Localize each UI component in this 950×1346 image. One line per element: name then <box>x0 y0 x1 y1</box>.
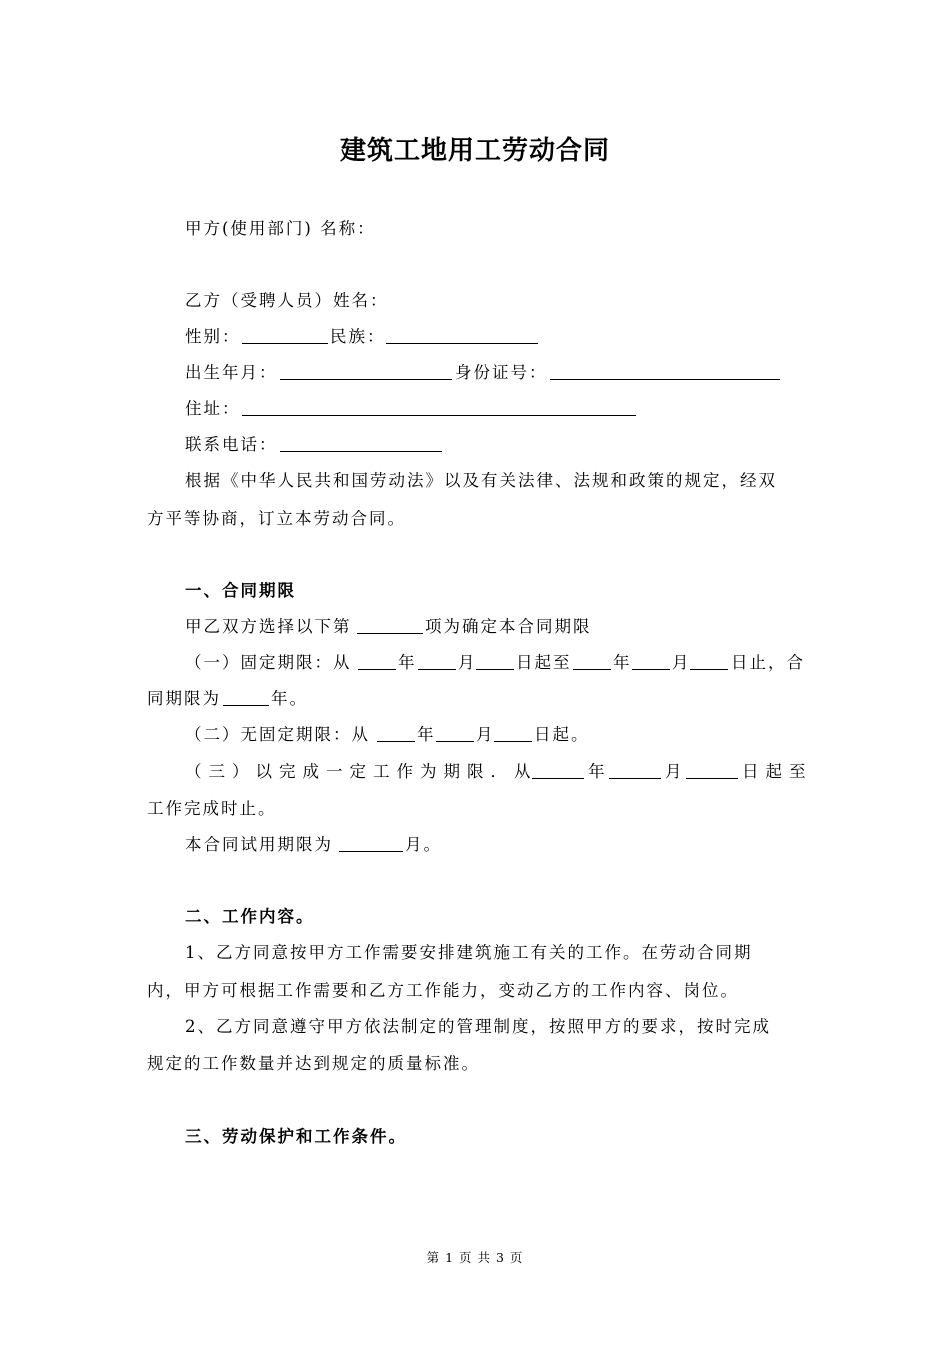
fixed-duration-suffix: 年。 <box>271 689 308 708</box>
task-day-label: 日起至 <box>742 762 813 781</box>
term-option-blank[interactable] <box>357 616 423 634</box>
fixed-term-label: （一）固定期限：从 <box>185 653 352 672</box>
fixed-month2-label: 月 <box>672 653 691 672</box>
choose-term-prefix: 甲乙双方选择以下第 <box>185 617 352 636</box>
document-title: 建筑工地用工劳动合同 <box>339 136 610 166</box>
task-term-end: 工作完成时止。 <box>147 799 277 818</box>
party-a-label: 甲方(使用部门) 名称： <box>185 219 376 238</box>
task-term-label: （三）以完成一定工作为期限．从 <box>185 762 538 781</box>
id-blank[interactable] <box>550 362 780 380</box>
section-3-heading-text: 三、劳动保护和工作条件。 <box>185 1127 407 1146</box>
task-year-blank[interactable] <box>532 761 584 779</box>
fixed-end-month-blank[interactable] <box>632 652 670 670</box>
open-term-label: （二）无固定期限：从 <box>185 725 370 744</box>
gender-label: 性别： <box>185 327 241 346</box>
open-day-label: 日起。 <box>534 725 590 744</box>
probation-suffix: 月。 <box>405 835 442 854</box>
address-blank[interactable] <box>242 398 636 416</box>
preamble-text-1: 根据《中华人民共和国劳动法》以及有关法律、法规和政策的规定，经双 <box>185 471 777 490</box>
section-2-heading-text: 二、工作内容。 <box>185 907 315 926</box>
s2-p1-text-1: 1、乙方同意按甲方工作需要安排建筑施工有关的工作。在劳动合同期 <box>185 943 753 962</box>
birth-label: 出生年月： <box>185 363 278 382</box>
s2-p1-text-2: 内，甲方可根据工作需要和乙方工作能力，变动乙方的工作内容、岗位。 <box>147 981 739 1000</box>
open-year-label: 年 <box>417 725 436 744</box>
fixed-start-year-blank[interactable] <box>358 652 396 670</box>
fixed-end-year-blank[interactable] <box>573 652 611 670</box>
preamble-text-2: 方平等协商，订立本劳动合同。 <box>147 509 406 528</box>
s2-p2-text-2: 规定的工作数量并达到规定的质量标准。 <box>147 1054 480 1073</box>
probation-blank[interactable] <box>339 834 403 852</box>
fixed-duration-blank[interactable] <box>223 688 269 706</box>
page-footer: 第 1 页 共 3 页 <box>426 1250 524 1265</box>
phone-blank[interactable] <box>280 434 442 452</box>
fixed-day-to-label: 日起至 <box>516 653 572 672</box>
fixed-year-label: 年 <box>398 653 417 672</box>
open-day-blank[interactable] <box>494 724 532 742</box>
task-month-blank[interactable] <box>609 761 661 779</box>
s2-p2-text-1: 2、乙方同意遵守甲方依法制定的管理制度，按照甲方的要求，按时完成 <box>185 1017 771 1036</box>
id-label: 身份证号： <box>455 363 548 382</box>
probation-label: 本合同试用期限为 <box>185 835 333 854</box>
party-b-label: 乙方（受聘人员）姓名： <box>185 291 389 310</box>
fixed-start-day-blank[interactable] <box>476 652 514 670</box>
address-label: 住址： <box>185 399 241 418</box>
gender-blank[interactable] <box>242 326 328 344</box>
fixed-end-day-blank[interactable] <box>690 652 728 670</box>
fixed-duration-label: 同期限为 <box>147 689 221 708</box>
ethnicity-label: 民族： <box>330 327 386 346</box>
task-day-blank[interactable] <box>686 761 738 779</box>
fixed-start-month-blank[interactable] <box>418 652 456 670</box>
open-month-blank[interactable] <box>436 724 474 742</box>
fixed-year2-label: 年 <box>613 653 632 672</box>
fixed-month-label: 月 <box>458 653 477 672</box>
ethnicity-blank[interactable] <box>386 326 538 344</box>
choose-term-suffix: 项为确定本合同期限 <box>425 617 592 636</box>
fixed-day-end-label: 日止，合 <box>731 653 805 672</box>
phone-label: 联系电话： <box>185 435 278 454</box>
open-month-label: 月 <box>476 725 495 744</box>
task-month-label: 月 <box>665 762 689 781</box>
task-year-label: 年 <box>588 762 612 781</box>
birth-blank[interactable] <box>280 362 452 380</box>
section-1-heading-text: 一、合同期限 <box>185 581 296 600</box>
open-year-blank[interactable] <box>377 724 415 742</box>
